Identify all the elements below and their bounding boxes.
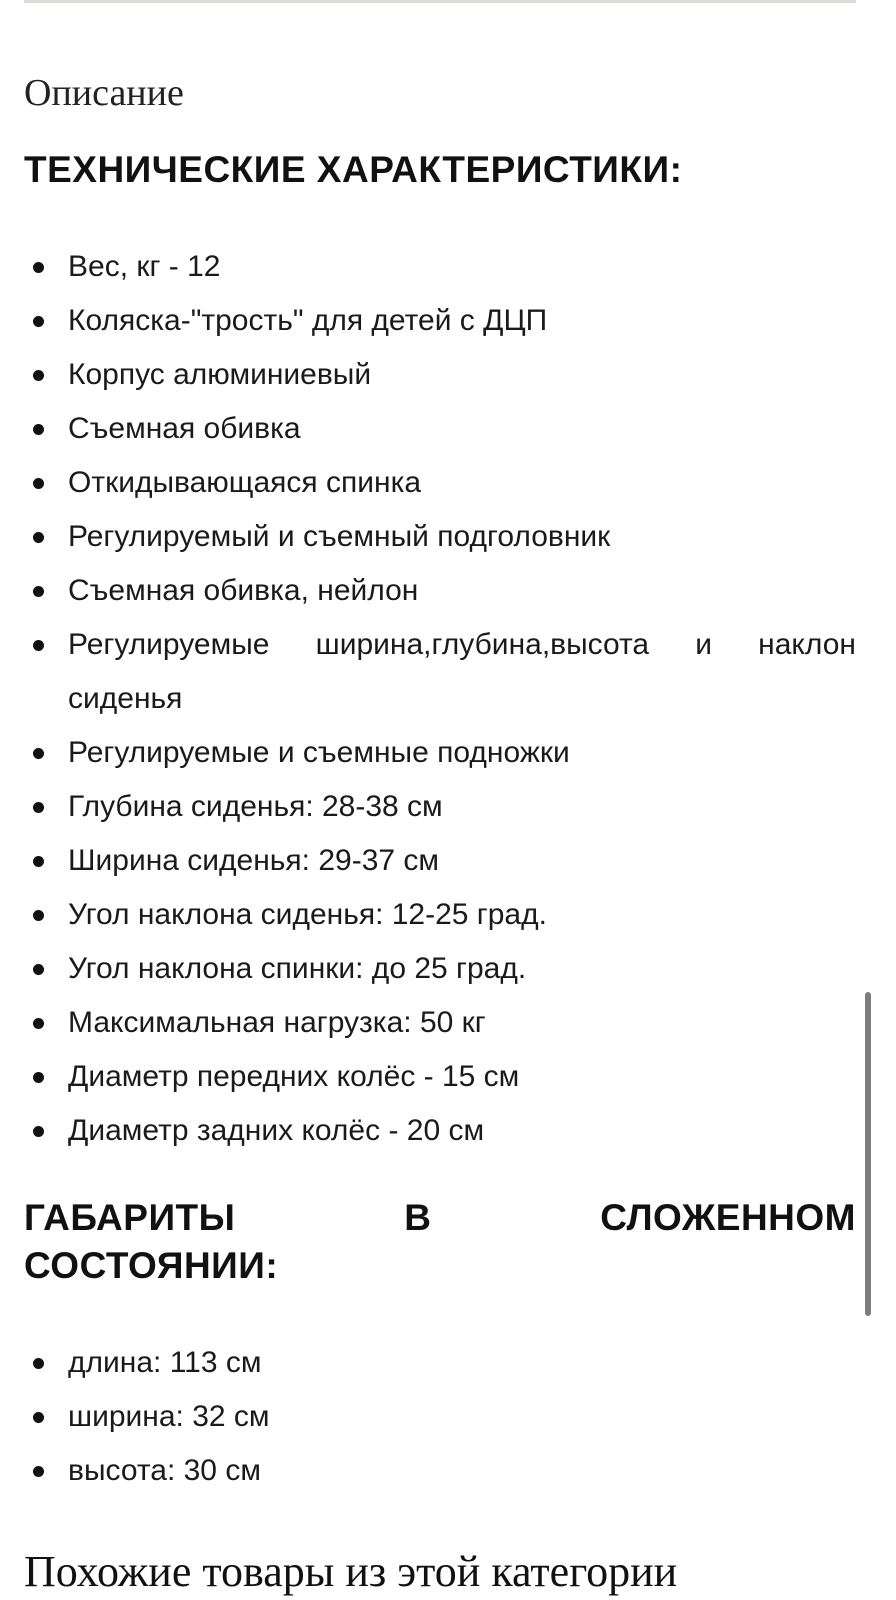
- bullet-icon: [33, 262, 44, 273]
- list-item: [24, 996, 856, 1050]
- bullet-icon: [33, 1018, 44, 1029]
- list-item-text: Откидывающаяся спинка: [68, 466, 422, 499]
- list-item: [24, 402, 856, 456]
- list-item: [24, 618, 856, 726]
- bullet-icon: [33, 856, 44, 867]
- bullet-icon: [33, 1412, 44, 1423]
- bullet-icon: [33, 316, 44, 327]
- dimensions-heading: [24, 1194, 856, 1290]
- list-item: [24, 834, 856, 888]
- dimensions-heading-word: В: [404, 1197, 432, 1238]
- bullet-icon: [33, 1358, 44, 1369]
- bullet-icon: [33, 964, 44, 975]
- list-item: [24, 888, 856, 942]
- list-item-text: Коляска-"трость" для детей с ДЦП: [68, 304, 548, 337]
- list-item-text: высота: 30 см: [68, 1454, 261, 1487]
- list-item-text: Диаметр задних колёс - 20 см: [68, 1114, 485, 1147]
- bullet-icon: [33, 1072, 44, 1083]
- bullet-icon: [33, 532, 44, 543]
- bullet-icon: [33, 802, 44, 813]
- list-item: [24, 1444, 856, 1498]
- list-item: [24, 564, 856, 618]
- list-item: [24, 294, 856, 348]
- list-item-text: Съемная обивка: [68, 412, 301, 445]
- list-item: [24, 510, 856, 564]
- list-item-text: Диаметр передних колёс - 15 см: [68, 1060, 520, 1093]
- list-item: [24, 1104, 856, 1158]
- list-item: [24, 1336, 856, 1390]
- dimensions-heading-line-1: [24, 1194, 856, 1242]
- list-item-text: Регулируемый и съемный подголовник: [68, 520, 611, 553]
- list-item: [24, 1050, 856, 1104]
- specs-heading: ТЕХНИЧЕСКИЕ ХАРАКТЕРИСТИКИ:: [24, 149, 683, 190]
- dimensions-heading-line-2: СОСТОЯНИИ:: [24, 1245, 279, 1286]
- related-products-title: Похожие товары из этой категории: [24, 1547, 678, 1596]
- bullet-icon: [33, 370, 44, 381]
- bullet-icon: [33, 748, 44, 759]
- list-item: [24, 942, 856, 996]
- list-item-text: Корпус алюминиевый: [68, 358, 372, 391]
- list-item-text: Вес, кг - 12: [68, 250, 221, 283]
- dimensions-heading-word: СЛОЖЕННОМ: [600, 1197, 856, 1238]
- list-item: [24, 1390, 856, 1444]
- bullet-icon: [33, 640, 44, 651]
- list-item-text: Регулируемые и съемные подножки: [68, 736, 570, 769]
- list-item-text: Угол наклона спинки: до 25 град.: [68, 952, 527, 985]
- bullet-icon: [33, 478, 44, 489]
- bullet-icon: [33, 1466, 44, 1477]
- list-item-text: ширина: 32 см: [68, 1400, 270, 1433]
- list-item: [24, 348, 856, 402]
- list-item-text: Угол наклона сиденья: 12-25 град.: [68, 898, 547, 931]
- bullet-icon: [33, 910, 44, 921]
- description-title: Описание: [24, 72, 184, 114]
- list-item-text: длина: 113 см: [68, 1346, 262, 1379]
- specs-list: [24, 240, 856, 1158]
- list-item: [24, 240, 856, 294]
- list-item-text: Регулируемые ширина,глубина,высота и наклон сиденья: [68, 628, 856, 715]
- list-item: [24, 726, 856, 780]
- bullet-icon: [33, 1126, 44, 1137]
- dimensions-list: [24, 1336, 856, 1498]
- list-item-text: Ширина сиденья: 29-37 см: [68, 844, 440, 877]
- list-item: [24, 780, 856, 834]
- list-item-text: Максимальная нагрузка: 50 кг: [68, 1006, 486, 1039]
- list-item-text: Съемная обивка, нейлон: [68, 574, 419, 607]
- dimensions-heading-word: ГАБАРИТЫ: [24, 1197, 236, 1238]
- scrollbar-thumb[interactable]: [865, 992, 871, 1316]
- bullet-icon: [33, 424, 44, 435]
- top-divider: [24, 0, 856, 3]
- list-item-text: Глубина сиденья: 28-38 см: [68, 790, 443, 823]
- list-item: [24, 456, 856, 510]
- bullet-icon: [33, 586, 44, 597]
